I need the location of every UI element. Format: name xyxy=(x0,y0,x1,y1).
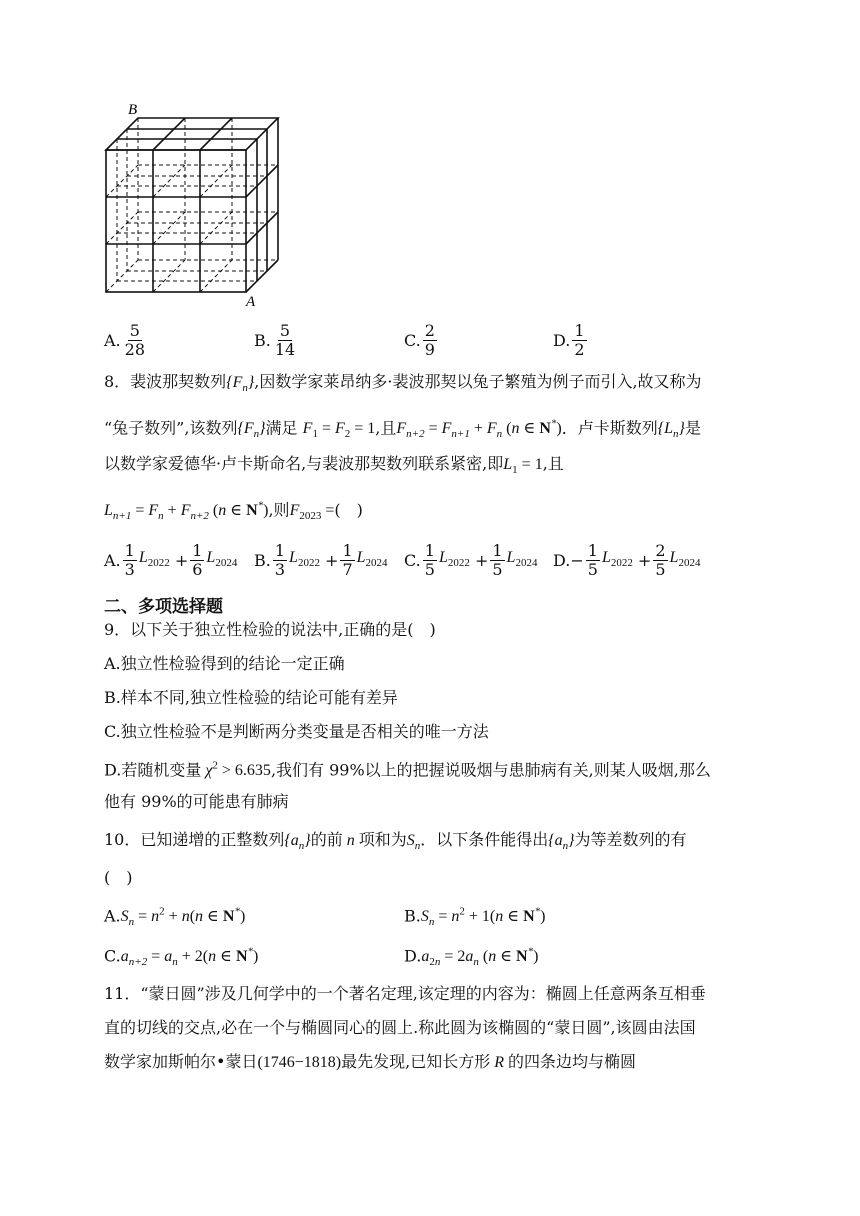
section-title: 二、多项选择题 xyxy=(104,597,223,617)
q11-line-3: 数学家加斯帕尔•蒙日(1746−1818)最先发现,已知长方形 R 的四条边均与椭圆 xyxy=(104,1052,637,1071)
q10-option-a[interactable]: $A.S_n = n^2 + n(n$ ∈ N*) xyxy=(104,906,246,929)
q10-option-d[interactable]: $D.a_{2n} = 2a_n$ (n ∈ N*) xyxy=(404,946,539,969)
q9-option-a[interactable]: A.独立性检验得到的结论一定正确 xyxy=(104,654,345,673)
cube-figure xyxy=(98,100,298,310)
q8-line-1: 8．裴波那契数列$\{F_n\}$,因数学家莱昂纳多·裴波那契以兔子繁殖为例子而引入,故又称为 xyxy=(104,372,702,395)
q8-option-a[interactable]: A. $\frac{1}{3}$ $L_{2022}$ + $\frac{1}{6}$ $L_{2024}$ xyxy=(104,541,238,579)
q10-paren: ( ) xyxy=(104,868,133,887)
q9-option-d[interactable]: D.若随机变量 $\chi^2 > 6.635$,我们有 99%以上的把握说吸烟与患肺病有关,则某人吸烟,那么 xyxy=(104,760,711,780)
q9-option-d-cont: 他有 99%的可能患有肺病 xyxy=(104,792,289,811)
vertex-b-label: B xyxy=(128,102,138,118)
q8-option-c[interactable]: C. $\frac{1}{5}$ $L_{2022}$ + $\frac{1}{5}$ $L_{2024}$ xyxy=(404,541,538,579)
q9-option-c[interactable]: C.独立性检验不是判断两分类变量是否相关的唯一方法 xyxy=(104,722,489,741)
q9-option-b[interactable]: B.样本不同,独立性检验的结论可能有差异 xyxy=(104,688,398,707)
q8-line-3: 以数学家爱德华·卢卡斯命名,与裴波那契数列联系紧密,即$L_1 = 1$,且 xyxy=(104,454,564,477)
q11-line-2: 直的切线的交点,必在一个与椭圆同心的圆上.称此圆为该椭圆的“蒙日圆”,该圆由法国 xyxy=(104,1018,696,1037)
q11-line-1: 11．“蒙日圆”涉及几何学中的一个著名定理,该定理的内容为：椭圆上任意两条互相垂 xyxy=(104,984,706,1003)
q8-line-4: $L_{n+1} = F_n + F_{n+2}$ (n ∈ N*),则$F_{2023}$ =( ) xyxy=(104,500,363,523)
q8-option-b[interactable]: B. $\frac{1}{3}$ $L_{2022}$ + $\frac{1}{7}$ $L_{2024}$ xyxy=(254,541,388,579)
q10-option-c[interactable]: $C.a_{n+2} = a_n + 2(n$ ∈ N*) xyxy=(104,946,259,969)
q7-option-d[interactable]: D. $\frac{1}{2}$ xyxy=(553,321,585,359)
q7-option-b[interactable]: B. $\frac{5}{14}$ xyxy=(254,321,296,359)
q8-line-2: “兔子数列”,该数列$\{F_n\}$满足 $F_1 = F_2 = 1$,且$F_{n+2} = F_{n+1} + F_n$ (n ∈ N*)．卢卡斯数列$\{L_n\}$是 xyxy=(104,418,701,441)
q7-option-a[interactable]: A. $\frac{5}{28}$ xyxy=(104,321,145,359)
q10-stem: 10．已知递增的正整数列$\{a_n\}$的前 n 项和为$S_n$．以下条件能得出$\{a_n\}$为等差数列的有 xyxy=(104,830,687,853)
q10-option-b[interactable]: $B.S_n = n^2 + 1(n$ ∈ N*) xyxy=(404,906,546,929)
q8-option-d[interactable]: D. − $\frac{1}{5}$ $L_{2022}$ + $\frac{2}{5}$ $L_{2024}$ xyxy=(553,541,701,579)
vertex-a-label: A xyxy=(246,294,256,310)
q9-stem: 9．以下关于独立性检验的说法中,正确的是( ) xyxy=(104,620,436,639)
q7-option-c[interactable]: C. $\frac{2}{9}$ xyxy=(404,321,435,359)
